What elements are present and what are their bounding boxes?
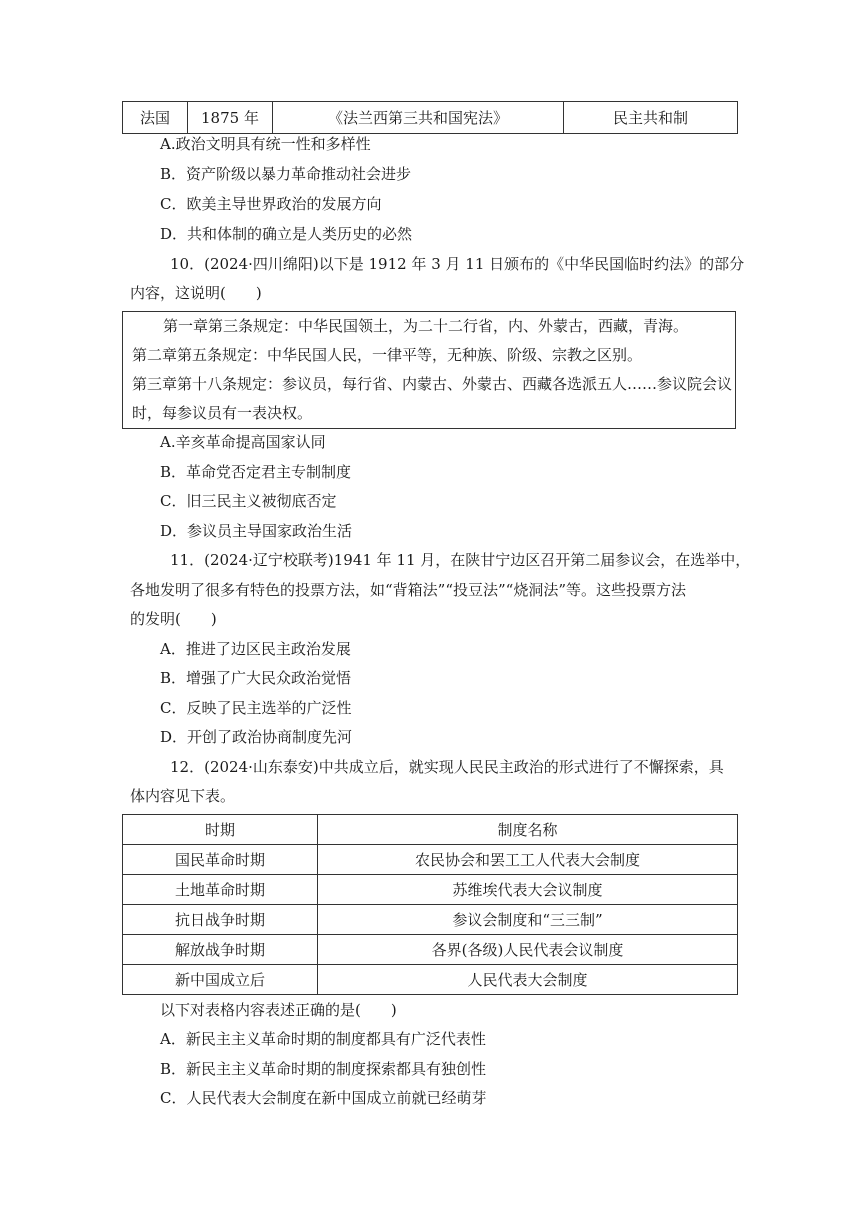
q10-option-a: A.辛亥革命提高国家认同 — [160, 433, 326, 451]
table-row — [123, 875, 738, 905]
table-cell: 民主共和制 — [564, 102, 738, 134]
table-cell: 抗日战争时期 — [123, 905, 318, 935]
table-cell: 农民协会和罢工工人代表大会制度 — [318, 845, 738, 875]
q11-stem-line3: 的发明( ) — [130, 610, 217, 628]
table-cell: 解放战争时期 — [123, 935, 318, 965]
q10-stem-line1: 10．(2024·四川绵阳)以下是 1912 年 3 月 11 日颁布的《中华民国临时约法》的部分 — [170, 255, 745, 273]
q10-option-c: C．旧三民主义被彻底否定 — [160, 492, 337, 510]
source-line: 时，每参议员有一表决权。 — [132, 404, 313, 422]
table-cell: 参议会制度和“三三制” — [318, 905, 738, 935]
table-cell: 法国 — [123, 102, 188, 134]
q9-option-c: C．欧美主导世界政治的发展方向 — [160, 195, 382, 213]
table-header: 时期 — [123, 815, 318, 845]
q11-stem-line2: 各地发明了很多有特色的投票方法，如“背箱法”“投豆法”“烧洞法”等。这些投票方法 — [130, 581, 687, 599]
source-line: 第二章第五条规定：中华民国人民，一律平等，无种族、阶级、宗教之区别。 — [132, 346, 643, 364]
q12-stem-line1: 12．(2024·山东泰安)中共成立后，就实现人民民主政治的形式进行了不懈探索，具 — [170, 758, 724, 776]
table-row — [123, 102, 738, 134]
q10-option-b: B．革命党否定君主专制制度 — [160, 463, 352, 481]
q10-stem-line2: 内容，这说明( ) — [130, 284, 262, 302]
table-cell: 《法兰西第三共和国宪法》 — [273, 102, 564, 134]
q12-table — [122, 814, 738, 995]
q9-option-d: D．共和体制的确立是人类历史的必然 — [160, 225, 413, 243]
table-header: 制度名称 — [318, 815, 738, 845]
table-cell: 1875 年 — [188, 102, 273, 134]
table-row — [123, 935, 738, 965]
table-row — [123, 965, 738, 995]
q12-question: 以下对表格内容表述正确的是( ) — [160, 1001, 397, 1019]
table-cell: 苏维埃代表大会议制度 — [318, 875, 738, 905]
q11-option-a: A．推进了边区民主政治发展 — [160, 640, 351, 658]
q11-option-b: B．增强了广大民众政治觉悟 — [160, 669, 352, 687]
q11-option-c: C．反映了民主选举的广泛性 — [160, 699, 352, 717]
table-header-row — [123, 815, 738, 845]
top-table — [122, 101, 738, 134]
table-row — [123, 845, 738, 875]
table-cell: 国民革命时期 — [123, 845, 318, 875]
q10-source-box — [122, 311, 736, 429]
table-cell: 土地革命时期 — [123, 875, 318, 905]
q12-option-c: C．人民代表大会制度在新中国成立前就已经萌芽 — [160, 1089, 487, 1107]
q11-stem-line1: 11．(2024·辽宁校联考)1941 年 11 月，在陕甘宁边区召开第二届参议会，在选举中， — [170, 551, 751, 569]
source-line: 第一章第三条规定：中华民国领土，为二十二行省，内、外蒙古，西藏，青海。 — [163, 317, 689, 335]
table-cell: 新中国成立后 — [123, 965, 318, 995]
q12-option-b: B．新民主主义革命时期的制度探索都具有独创性 — [160, 1060, 487, 1078]
table-cell: 各界(各级)人民代表会议制度 — [318, 935, 738, 965]
source-line: 第三章第十八条规定：参议员，每行省、内蒙古、外蒙古、西藏各选派五人……参议院会议 — [132, 375, 733, 393]
q12-option-a: A．新民主主义革命时期的制度都具有广泛代表性 — [160, 1030, 486, 1048]
q9-option-a: A.政治文明具有统一性和多样性 — [160, 135, 371, 153]
q11-option-d: D．开创了政治协商制度先河 — [160, 728, 353, 746]
table-row — [123, 905, 738, 935]
q10-option-d: D．参议员主导国家政治生活 — [160, 522, 353, 540]
table-cell: 人民代表大会制度 — [318, 965, 738, 995]
q9-option-b: B．资产阶级以暴力革命推动社会进步 — [160, 165, 412, 183]
q12-stem-line2: 体内容见下表。 — [130, 787, 236, 805]
